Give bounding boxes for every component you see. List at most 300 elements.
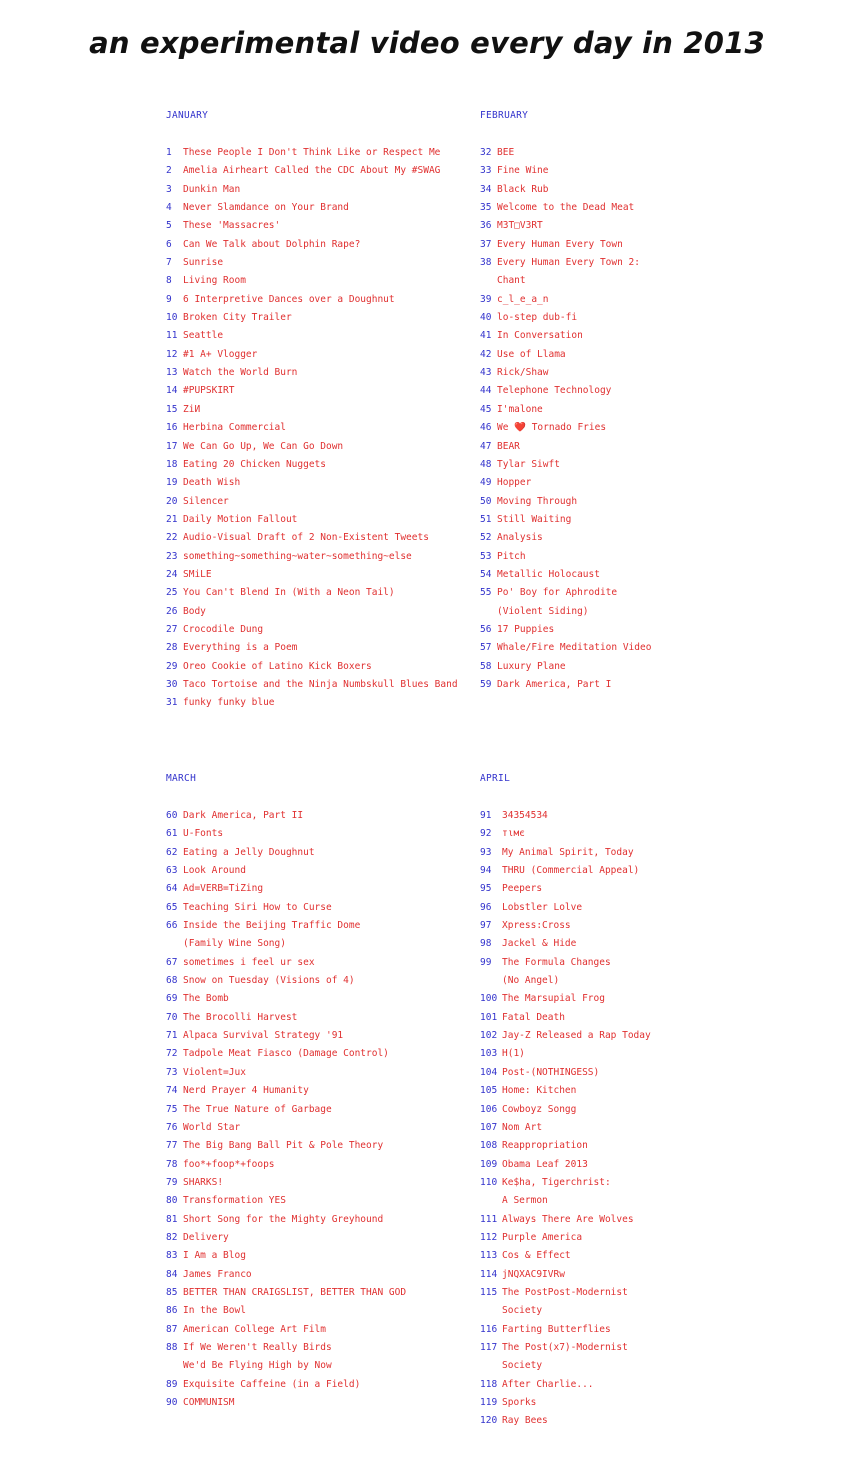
video-item[interactable] — [480, 382, 651, 400]
video-title-link[interactable]: Po' Boy for Aphrodite — [497, 587, 618, 599]
video-number: 117 — [480, 1341, 498, 1353]
video-item[interactable] — [480, 1137, 651, 1155]
video-item[interactable] — [166, 1137, 406, 1155]
video-title-link[interactable]: Audio-Visual Draft of 2 Non-Existent Tweets — [183, 532, 429, 544]
video-title-link[interactable]: BETTER THAN CRAIGSLIST, BETTER THAN GOD — [183, 1286, 407, 1298]
video-title-link[interactable]: #1 A+ Vlogger — [183, 348, 258, 360]
video-title-link[interactable]: 6 Interpretive Dances over a Doughnut — [183, 293, 395, 305]
video-item[interactable] — [480, 1082, 651, 1100]
video-list — [166, 807, 406, 1412]
video-number: 55 — [480, 587, 492, 599]
video-title-link[interactable]: U-Fonts — [183, 828, 224, 840]
video-title-link[interactable]: Nom Art — [502, 1121, 543, 1133]
video-number: 46 — [480, 422, 492, 434]
video-title-link[interactable]: Living Room — [183, 275, 246, 287]
video-item[interactable] — [166, 825, 406, 843]
video-number: 11 — [166, 330, 178, 342]
video-title-link[interactable]: Oreo Cookie of Latino Kick Boxers — [183, 660, 372, 672]
video-title-continuation[interactable]: (Family Wine Song) — [183, 938, 286, 950]
video-item[interactable] — [480, 144, 651, 162]
video-item[interactable] — [480, 954, 651, 972]
video-item[interactable] — [166, 236, 458, 254]
video-title-link[interactable]: Daily Motion Fallout — [183, 513, 298, 525]
video-number: 15 — [166, 403, 178, 415]
video-title-link[interactable]: c_l_e_a_n — [497, 293, 549, 305]
video-title-link[interactable]: The Big Bang Ball Pit & Pole Theory — [183, 1140, 384, 1152]
video-number: 9 — [166, 293, 172, 305]
video-item[interactable] — [166, 1156, 406, 1174]
video-title-link[interactable]: Snow on Tuesday (Visions of 4) — [183, 975, 355, 987]
video-title-link[interactable]: Eating a Jelly Doughnut — [183, 846, 315, 858]
video-number: 106 — [480, 1103, 498, 1115]
video-item[interactable] — [480, 346, 651, 364]
video-item[interactable] — [166, 1064, 406, 1082]
video-title-link[interactable]: Dark America, Part II — [183, 810, 304, 821]
video-item[interactable] — [166, 880, 406, 898]
video-item[interactable] — [480, 1027, 651, 1045]
video-title-link[interactable]: Delivery — [183, 1231, 229, 1243]
video-item[interactable] — [166, 1321, 406, 1339]
video-number: 87 — [166, 1323, 178, 1335]
video-item[interactable] — [166, 954, 406, 972]
video-title-link[interactable]: Short Song for the Mighty Greyhound — [183, 1213, 384, 1225]
month-january — [166, 107, 458, 713]
video-item[interactable] — [166, 807, 406, 825]
video-item[interactable] — [480, 1101, 651, 1119]
video-item[interactable] — [480, 548, 651, 566]
video-title-link[interactable]: foo*+foop*+foops — [183, 1158, 275, 1170]
video-title-link[interactable]: jNQXAC9IVRw — [502, 1268, 565, 1280]
video-item[interactable] — [166, 1302, 406, 1320]
video-item[interactable] — [480, 364, 651, 382]
video-title-link[interactable]: Tadpole Meat Fiasco (Damage Control) — [183, 1048, 389, 1060]
video-title-link[interactable]: Moving Through — [497, 495, 578, 507]
month-heading: MARCH — [166, 773, 197, 784]
video-item[interactable] — [480, 1009, 651, 1027]
video-item[interactable] — [166, 1174, 406, 1192]
video-item[interactable] — [166, 272, 458, 290]
video-item[interactable] — [166, 1339, 406, 1357]
video-item[interactable] — [480, 1229, 651, 1247]
video-number: 79 — [166, 1176, 178, 1188]
video-title-continuation[interactable]: We'd Be Flying High by Now — [183, 1360, 332, 1372]
video-title-link[interactable]: 17 Puppies — [497, 623, 555, 635]
video-item[interactable] — [166, 291, 458, 309]
video-number: 114 — [480, 1268, 498, 1280]
video-item[interactable] — [480, 199, 651, 217]
video-item[interactable] — [480, 935, 651, 953]
video-title-link[interactable]: We Can Go Up, We Can Go Down — [183, 440, 344, 452]
video-title-link[interactable]: I'malone — [497, 403, 543, 415]
video-item[interactable] — [480, 1321, 651, 1339]
video-title-link[interactable]: Cos & Effect — [502, 1250, 571, 1262]
video-title-link[interactable]: тιмє — [502, 828, 525, 840]
video-title-link[interactable]: Xpress:Cross — [502, 920, 571, 932]
video-item[interactable] — [166, 511, 458, 529]
video-title-continuation[interactable]: A Sermon — [502, 1195, 548, 1207]
video-item[interactable] — [480, 584, 651, 602]
video-item[interactable] — [166, 217, 458, 235]
video-item[interactable] — [166, 1045, 406, 1063]
video-number: 72 — [166, 1048, 178, 1060]
video-title-link[interactable]: Sunrise — [183, 257, 224, 269]
video-title-link[interactable]: Nerd Prayer 4 Humanity — [183, 1085, 309, 1097]
video-item[interactable] — [166, 1284, 406, 1302]
video-title-continuation[interactable]: Society — [502, 1360, 543, 1372]
video-title-link[interactable]: In Conversation — [497, 330, 583, 342]
video-item[interactable] — [166, 456, 458, 474]
video-number: 30 — [166, 678, 178, 690]
video-number: 50 — [480, 495, 492, 507]
video-item[interactable] — [480, 291, 651, 309]
video-item[interactable] — [166, 1009, 406, 1027]
video-title-link[interactable]: Crocodile Dung — [183, 623, 264, 635]
video-item[interactable] — [480, 511, 651, 529]
video-title-link[interactable]: Cowboyz Songg — [502, 1103, 577, 1115]
video-title-link[interactable]: Rick/Shaw — [497, 367, 549, 379]
video-title-link[interactable]: The True Nature of Garbage — [183, 1103, 332, 1115]
video-title-link[interactable]: Everything is a Poem — [183, 642, 298, 654]
video-title-continuation[interactable]: Society — [502, 1305, 543, 1317]
video-number: 20 — [166, 495, 178, 507]
video-item[interactable] — [166, 862, 406, 880]
video-title-link[interactable]: lo-step dub-fi — [497, 312, 578, 324]
video-item[interactable] — [166, 419, 458, 437]
video-title-link[interactable]: Taco Tortoise and the Ninja Numbskull Blues Band — [183, 678, 458, 690]
video-title-link[interactable]: Fine Wine — [497, 165, 549, 177]
video-number: 16 — [166, 422, 178, 434]
video-number: 44 — [480, 385, 492, 397]
video-title-link[interactable]: Alpaca Survival Strategy '91 — [183, 1030, 344, 1042]
video-title-link[interactable]: SMiLE — [183, 568, 212, 580]
video-title-link[interactable]: Transformation YES — [183, 1195, 286, 1207]
video-title-link[interactable]: Still Waiting — [497, 513, 572, 525]
video-title-link[interactable]: American College Art Film — [183, 1323, 326, 1335]
video-number: 43 — [480, 367, 492, 379]
video-title-link[interactable]: Hopper — [497, 477, 532, 489]
video-item[interactable] — [166, 364, 458, 382]
video-title-link[interactable]: Analysis — [497, 532, 543, 544]
video-item[interactable] — [166, 1119, 406, 1137]
video-item[interactable] — [166, 474, 458, 492]
video-number: 53 — [480, 550, 492, 562]
video-item[interactable] — [480, 1156, 651, 1174]
video-title-link[interactable]: The Brocolli Harvest — [183, 1011, 298, 1023]
video-title-link[interactable]: Farting Butterflies — [502, 1323, 611, 1335]
video-item[interactable] — [166, 438, 458, 456]
video-title-link[interactable]: Never Slamdance on Your Brand — [183, 202, 349, 214]
video-title-link[interactable]: Broken City Trailer — [183, 312, 292, 324]
video-item[interactable] — [480, 1412, 651, 1430]
video-item[interactable] — [480, 1064, 651, 1082]
video-title-link[interactable]: Body — [183, 605, 206, 617]
video-item[interactable] — [166, 162, 458, 180]
video-item[interactable] — [480, 456, 651, 474]
video-title-link[interactable]: Teaching Siri How to Curse — [183, 901, 332, 913]
video-title-link[interactable]: ZiИ — [183, 403, 201, 415]
video-title-link[interactable]: Violent=Jux — [183, 1066, 246, 1078]
video-list — [480, 144, 651, 694]
video-item[interactable] — [166, 1082, 406, 1100]
video-title-link[interactable]: Exquisite Caffeine (in a Field) — [183, 1378, 361, 1390]
video-title-link[interactable]: sometimes i feel ur sex — [183, 956, 315, 968]
video-title-link[interactable]: Jay-Z Released a Rap Today — [502, 1030, 651, 1042]
video-title-link[interactable]: Metallic Holocaust — [497, 568, 600, 580]
video-title-link[interactable]: BEAR — [497, 440, 520, 452]
video-item[interactable] — [166, 990, 406, 1008]
video-title-link[interactable]: SHARKS! — [183, 1176, 224, 1188]
video-title-link[interactable]: Whale/Fire Meditation Video — [497, 642, 652, 654]
video-item[interactable] — [166, 401, 458, 419]
video-item[interactable] — [480, 676, 651, 694]
video-title-link[interactable]: BEE — [497, 147, 515, 158]
video-item[interactable] — [166, 972, 406, 990]
video-item[interactable] — [480, 862, 651, 880]
video-title-link[interactable]: Use of Llama — [497, 348, 566, 360]
video-number: 107 — [480, 1121, 498, 1133]
video-item[interactable] — [166, 1394, 406, 1412]
video-title-link[interactable]: In the Bowl — [183, 1305, 246, 1317]
video-title-link[interactable]: Ke$ha, Tigerchrist: — [502, 1176, 611, 1188]
video-item[interactable] — [480, 1266, 651, 1284]
video-title-link[interactable]: Ray Bees — [502, 1415, 548, 1427]
video-item[interactable] — [480, 438, 651, 456]
video-title-link[interactable]: Jackel & Hide — [502, 938, 577, 950]
video-title-link[interactable]: Always There Are Wolves — [502, 1213, 634, 1225]
video-title-link[interactable]: M3T□V3RT — [497, 220, 543, 232]
video-item[interactable] — [166, 493, 458, 511]
video-item[interactable] — [166, 844, 406, 862]
video-number: 65 — [166, 901, 178, 913]
video-number: 64 — [166, 883, 178, 895]
video-title-continuation[interactable]: (Violent Siding) — [497, 605, 589, 617]
video-title-link[interactable]: The PostPost-Modernist — [502, 1286, 628, 1298]
video-number: 102 — [480, 1030, 498, 1042]
video-title-link[interactable]: Dunkin Man — [183, 183, 241, 195]
video-title-continuation[interactable]: (No Angel) — [502, 975, 560, 987]
video-title-link[interactable]: Sporks — [502, 1397, 537, 1408]
video-title-link[interactable]: Reappropriation — [502, 1140, 588, 1152]
video-title-link[interactable]: The Formula Changes — [502, 956, 611, 968]
video-item[interactable] — [166, 1229, 406, 1247]
video-title-link[interactable]: Fatal Death — [502, 1011, 565, 1023]
video-item[interactable] — [166, 917, 406, 935]
video-item[interactable] — [480, 1376, 651, 1394]
video-title-link[interactable]: COMMUNISM — [183, 1397, 235, 1408]
video-item[interactable] — [166, 639, 458, 657]
video-number: 91 — [480, 810, 492, 821]
video-number: 118 — [480, 1378, 498, 1390]
video-title-link[interactable]: Black Rub — [497, 183, 549, 195]
video-item[interactable] — [480, 217, 651, 235]
video-number: 77 — [166, 1140, 178, 1152]
video-item[interactable] — [166, 1192, 406, 1210]
video-title-link[interactable]: Every Human Every Town — [497, 238, 623, 250]
video-item[interactable] — [480, 1119, 651, 1137]
video-title-link[interactable]: Seattle — [183, 330, 224, 342]
video-number: 63 — [166, 865, 178, 877]
video-item[interactable] — [166, 566, 458, 584]
video-item[interactable] — [166, 199, 458, 217]
video-title-link[interactable]: Ad=VERB=TiZing — [183, 883, 264, 895]
video-number: 67 — [166, 956, 178, 968]
video-item[interactable] — [480, 880, 651, 898]
video-item[interactable] — [480, 1174, 651, 1192]
video-item[interactable] — [166, 254, 458, 272]
video-item[interactable] — [480, 401, 651, 419]
month-april — [480, 770, 651, 1431]
video-item[interactable] — [480, 658, 651, 676]
video-title-link[interactable]: James Franco — [183, 1268, 252, 1280]
video-title-link[interactable]: Eating 20 Chicken Nuggets — [183, 458, 326, 470]
video-title-link[interactable]: Herbina Commercial — [183, 422, 286, 434]
video-item[interactable] — [480, 162, 651, 180]
video-item[interactable] — [480, 899, 651, 917]
video-title-link[interactable]: Amelia Airheart Called the CDC About My #SWAG — [183, 165, 441, 177]
video-item[interactable] — [480, 1339, 651, 1357]
video-title-link[interactable]: Silencer — [183, 495, 229, 507]
video-item[interactable] — [480, 825, 651, 843]
video-title-continuation[interactable]: Chant — [497, 275, 526, 287]
video-number: 116 — [480, 1323, 498, 1335]
month-february — [480, 107, 651, 694]
video-item[interactable] — [166, 676, 458, 694]
video-title-link[interactable]: Lobstler Lolve — [502, 901, 583, 913]
video-title-link[interactable]: #PUPSKIRT — [183, 385, 235, 397]
video-item[interactable] — [480, 236, 651, 254]
video-title-link[interactable]: Death Wish — [183, 477, 241, 489]
video-title-link[interactable]: We ❤️ Tornado Fries — [497, 422, 607, 434]
video-item[interactable] — [480, 309, 651, 327]
video-number: 23 — [166, 550, 178, 562]
video-title-link[interactable]: THRU (Commercial Appeal) — [502, 865, 640, 877]
video-number: 111 — [480, 1213, 498, 1225]
video-title-link[interactable]: The Marsupial Frog — [502, 993, 605, 1005]
video-title-link[interactable]: After Charlie... — [502, 1378, 594, 1390]
video-title-link[interactable]: Tylar Siwft — [497, 458, 560, 470]
video-number: 22 — [166, 532, 178, 544]
video-item[interactable] — [480, 807, 651, 825]
video-item[interactable] — [480, 181, 651, 199]
video-item[interactable] — [480, 566, 651, 584]
video-number: 1 — [166, 147, 172, 158]
video-number: 66 — [166, 920, 178, 932]
video-title-link[interactable]: Luxury Plane — [497, 660, 566, 672]
video-number: 97 — [480, 920, 492, 932]
video-title-link[interactable]: These 'Massacres' — [183, 220, 281, 232]
video-number: 98 — [480, 938, 492, 950]
video-item[interactable] — [166, 621, 458, 639]
video-title-link[interactable]: Every Human Every Town 2: — [497, 257, 640, 269]
video-item[interactable] — [480, 1284, 651, 1302]
video-title-link[interactable]: Dark America, Part I — [497, 678, 612, 690]
video-title-link[interactable]: I Am a Blog — [183, 1250, 246, 1262]
video-number: 57 — [480, 642, 492, 654]
video-number: 68 — [166, 975, 178, 987]
video-item[interactable] — [480, 639, 651, 657]
video-title-link[interactable]: Inside the Beijing Traffic Dome — [183, 920, 361, 932]
video-item[interactable] — [480, 474, 651, 492]
video-item[interactable] — [166, 309, 458, 327]
video-number: 19 — [166, 477, 178, 489]
video-title-link[interactable]: World Star — [183, 1121, 241, 1133]
video-title-link[interactable]: Can We Talk about Dolphin Rape? — [183, 238, 361, 250]
video-item[interactable] — [480, 327, 651, 345]
video-title-link[interactable]: Home: Kitchen — [502, 1085, 577, 1097]
video-title-link[interactable]: H(1) — [502, 1048, 525, 1060]
video-title-link[interactable]: Peepers — [502, 883, 543, 895]
video-title-link[interactable]: Obama Leaf 2013 — [502, 1158, 588, 1170]
video-item[interactable] — [480, 990, 651, 1008]
video-item[interactable] — [166, 1211, 406, 1229]
video-item[interactable] — [166, 1247, 406, 1265]
video-item[interactable] — [166, 529, 458, 547]
video-item[interactable] — [166, 603, 458, 621]
video-number: 89 — [166, 1378, 178, 1390]
video-item[interactable] — [166, 899, 406, 917]
video-number: 70 — [166, 1011, 178, 1023]
video-title-link[interactable]: Watch the World Burn — [183, 367, 298, 379]
video-title-link[interactable]: Pitch — [497, 550, 526, 562]
video-item[interactable] — [480, 493, 651, 511]
video-title-link[interactable]: Purple America — [502, 1231, 583, 1243]
video-item[interactable] — [166, 584, 458, 602]
video-title-link[interactable]: Telephone Technology — [497, 385, 612, 397]
video-item[interactable] — [480, 1247, 651, 1265]
video-item[interactable] — [166, 1266, 406, 1284]
video-number: 100 — [480, 993, 498, 1005]
video-title-link[interactable]: Look Around — [183, 865, 246, 877]
video-item[interactable] — [166, 1101, 406, 1119]
video-item[interactable] — [166, 1027, 406, 1045]
video-item[interactable] — [480, 1394, 651, 1412]
video-item[interactable] — [166, 144, 458, 162]
video-item[interactable] — [480, 254, 651, 272]
video-title-link[interactable]: You Can't Blend In (With a Neon Tail) — [183, 587, 395, 599]
video-item[interactable] — [480, 621, 651, 639]
video-title-link[interactable]: Welcome to the Dead Meat — [497, 202, 635, 214]
video-item[interactable] — [480, 917, 651, 935]
video-item[interactable] — [166, 346, 458, 364]
video-item[interactable] — [480, 1045, 651, 1063]
video-item[interactable] — [166, 327, 458, 345]
video-item[interactable] — [480, 1211, 651, 1229]
video-number: 113 — [480, 1250, 498, 1262]
video-title-link[interactable]: Post-(NOTHINGESS) — [502, 1066, 600, 1078]
video-item[interactable] — [166, 181, 458, 199]
video-title-link[interactable]: The Bomb — [183, 993, 229, 1005]
video-number: 33 — [480, 165, 492, 177]
video-item[interactable] — [166, 658, 458, 676]
video-item[interactable] — [166, 382, 458, 400]
video-title-link[interactable]: something~something~water~something~else — [183, 550, 412, 562]
video-title-link[interactable]: These People I Don't Think Like or Respect Me — [183, 147, 441, 158]
video-item[interactable] — [166, 1376, 406, 1394]
video-title-link[interactable]: The Post(x7)-Modernist — [502, 1341, 628, 1353]
video-item[interactable] — [480, 419, 651, 437]
video-number: 4 — [166, 202, 172, 214]
video-item[interactable] — [166, 694, 458, 712]
video-title-link[interactable]: 34354534 — [502, 810, 548, 821]
video-title-link[interactable]: My Animal Spirit, Today — [502, 846, 634, 858]
video-number: 3 — [166, 183, 172, 195]
video-item[interactable] — [480, 844, 651, 862]
video-title-link[interactable]: If We Weren't Really Birds — [183, 1341, 332, 1353]
video-title-link[interactable]: funky funky blue — [183, 697, 275, 709]
video-item[interactable] — [480, 529, 651, 547]
video-number: 74 — [166, 1085, 178, 1097]
video-item[interactable] — [166, 548, 458, 566]
